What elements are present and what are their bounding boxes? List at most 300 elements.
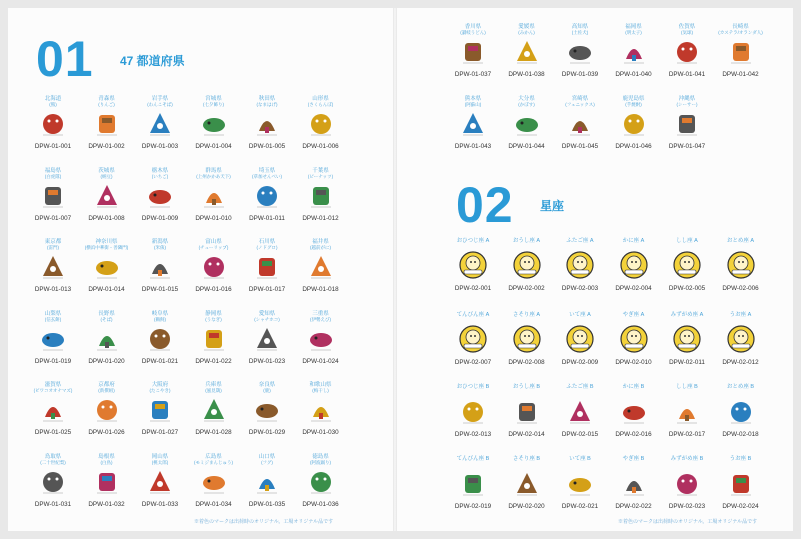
catalog-item: [607, 312, 661, 384]
item-code: DPW-01-041: [668, 71, 706, 78]
catalog-item: [607, 24, 661, 96]
catalog-item: [133, 96, 187, 168]
catalog-item: [553, 24, 607, 96]
peanut-icon: [307, 181, 335, 209]
catalog-item: [240, 382, 294, 454]
palm-icon: [566, 109, 594, 137]
item-code: DPW-02-022: [615, 503, 652, 510]
item-code: DPW-01-030: [302, 429, 339, 436]
item-reading: (そば): [100, 316, 113, 322]
catalog-item: [714, 238, 768, 310]
item-reading: (ピーナッツ): [307, 173, 334, 179]
item-code: DPW-02-003: [561, 285, 599, 292]
item-name: 東京都: [44, 239, 62, 245]
catalog-item: [446, 456, 500, 528]
item-reading: (二十世紀梨): [40, 459, 66, 465]
item-reading: (かぼす): [518, 102, 535, 107]
item-name: 高知県: [571, 24, 589, 30]
catalog-item: [133, 239, 187, 311]
deer-icon: [253, 395, 281, 423]
catalog-item: [294, 382, 348, 454]
catalog-item: [80, 96, 134, 168]
lion-icon: [673, 397, 701, 425]
aries-badge-icon: [459, 251, 487, 279]
item-code: DPW-01-020: [88, 357, 125, 365]
item-reading: (さくらんぼ): [307, 102, 334, 107]
item-name: 大分県: [518, 96, 535, 102]
catalog-item: [500, 96, 554, 168]
item-name: 沖縄県: [678, 96, 696, 102]
catalog-item: [714, 24, 768, 96]
item-reading: (土佐犬): [571, 30, 589, 35]
catalog-item: [240, 454, 294, 526]
capricorn-badge-icon: [620, 325, 648, 353]
item-code: DPW-02-021: [561, 503, 599, 510]
item-code: DPW-02-015: [561, 431, 599, 438]
catalog-item: [446, 238, 500, 310]
item-code: DPW-01-039: [561, 71, 599, 78]
item-name: 山形県: [312, 96, 329, 102]
item-reading: (米俵): [154, 245, 166, 250]
udon-icon: [459, 37, 487, 65]
cormorant-icon: [146, 324, 174, 352]
item-code: DPW-01-011: [249, 214, 285, 222]
lobster-icon: [307, 324, 335, 352]
item-code: DPW-02-019: [454, 503, 492, 510]
aquarius-badge-icon: [673, 325, 701, 353]
item-name: 埼玉県: [258, 167, 276, 174]
catalog-item: [294, 239, 348, 311]
samurai-icon: [39, 181, 67, 209]
item-name: 岡山県: [151, 453, 169, 460]
catalog-item: [187, 311, 241, 383]
catalog-item: [607, 238, 661, 310]
maiden-icon: [727, 397, 755, 425]
item-reading: (うなぎ): [205, 316, 222, 322]
section-title-prefectures: 47 都道府県: [120, 54, 185, 68]
section-number-02: 02: [456, 177, 514, 233]
catalog-item: [446, 96, 500, 168]
twins-icon: [566, 397, 594, 425]
cancer-badge-icon: [620, 251, 648, 279]
item-name: 徳島県: [312, 453, 329, 460]
item-code: DPW-01-037: [454, 71, 492, 78]
item-code: DPW-01-010: [195, 214, 232, 222]
item-code: DPW-01-022: [195, 357, 232, 365]
item-code: DPW-01-015: [141, 286, 179, 293]
catalog-item: [26, 454, 80, 526]
item-code: DPW-01-001: [34, 143, 72, 150]
catalog-item: [553, 456, 607, 528]
scales-icon: [459, 469, 487, 497]
item-name: うお座 A: [729, 312, 752, 318]
item-reading: (フェニックス): [565, 102, 595, 107]
item-name: 富山県: [205, 239, 222, 245]
shinsengumi-flag-icon: [93, 395, 121, 423]
item-code: DPW-01-027: [141, 429, 179, 436]
item-reading: (横浜中華街・善隣門): [84, 245, 129, 250]
kaminarimon-icon: [39, 252, 67, 280]
item-name: 山口県: [258, 453, 276, 460]
catalog-item: [187, 454, 241, 526]
crab-icon: [307, 252, 335, 280]
item-code: DPW-01-012: [302, 214, 339, 222]
item-code: DPW-02-006: [722, 285, 759, 292]
item-reading: (讃岐うどん): [460, 30, 486, 35]
item-reading: (七夕飾り): [203, 102, 224, 107]
item-name: 長野県: [98, 310, 115, 317]
awa-odori-icon: [307, 467, 335, 495]
item-name: 鳥取県: [44, 453, 62, 460]
item-reading: (新撰組): [98, 388, 115, 393]
senbei-icon: [253, 181, 281, 209]
item-reading: (熊): [49, 102, 57, 107]
catalog-item: [660, 384, 714, 456]
item-code: DPW-01-021: [141, 357, 179, 365]
item-reading: (たこやき): [149, 388, 171, 393]
item-name: みずがめ座 B: [670, 456, 704, 462]
item-name: 青森県: [98, 96, 115, 102]
item-code: DPW-01-013: [34, 286, 72, 293]
catalog-item: [26, 239, 80, 311]
catalog-item: [553, 238, 607, 310]
item-code: DPW-01-047: [668, 143, 706, 150]
item-name: さそり座 B: [512, 456, 541, 462]
item-reading: (明太子): [625, 30, 642, 35]
item-name: おとめ座 B: [726, 384, 755, 390]
catalog-item: [553, 96, 607, 168]
item-reading: (雷門): [47, 245, 59, 250]
taurus-badge-icon: [513, 251, 541, 279]
catalog-item: [240, 311, 294, 383]
catalog-item: [187, 96, 241, 168]
item-code: DPW-01-033: [141, 500, 179, 508]
item-name: 広島県: [205, 453, 222, 460]
item-code: DPW-01-019: [34, 357, 72, 365]
item-reading: (シャチホコ): [254, 316, 280, 322]
catalog-item: [660, 96, 714, 168]
maple-icon: [200, 467, 228, 495]
sagittarius-badge-icon: [566, 325, 594, 353]
item-code: DPW-01-018: [302, 286, 339, 293]
item-name: 愛媛県: [518, 24, 535, 30]
mikan-icon: [513, 37, 541, 65]
item-name: いて座 A: [569, 312, 591, 318]
item-reading: (シーサー): [676, 102, 698, 107]
item-name: おうし座 B: [512, 384, 541, 390]
namahage-icon: [253, 109, 281, 137]
catalog-item: [294, 311, 348, 383]
crab-icon: [620, 397, 648, 425]
item-reading: (上州かかあ天下): [196, 173, 231, 179]
item-name: おとめ座 A: [726, 238, 755, 244]
swan-icon: [93, 467, 121, 495]
item-code: DPW-02-024: [722, 503, 759, 510]
item-code: DPW-02-009: [561, 359, 599, 366]
catalog-item: [446, 312, 500, 384]
catalog-item: [500, 312, 554, 384]
item-reading: (ノドグロ): [256, 245, 278, 250]
item-name: 島根県: [98, 453, 115, 460]
item-reading: (りんご): [98, 102, 115, 107]
catalog-item: [553, 384, 607, 456]
pisces-badge-icon: [727, 325, 755, 353]
catalog-item: [80, 454, 134, 526]
item-reading: (モミジまんじゅう): [194, 459, 233, 465]
item-code: DPW-02-013: [454, 431, 492, 438]
item-code: DPW-01-026: [88, 429, 125, 436]
catalog-item: [80, 168, 134, 240]
item-reading: (阿蘇山): [464, 102, 482, 107]
item-name: 山梨県: [44, 310, 62, 317]
catalog-item: [240, 168, 294, 240]
item-reading: (納豆): [100, 173, 113, 179]
item-name: おひつじ座 B: [456, 384, 490, 390]
item-code: DPW-01-031: [34, 500, 72, 508]
item-code: DPW-01-004: [195, 143, 232, 150]
item-name: やぎ座 A: [622, 312, 645, 318]
footnote-left: ※着色のマークは出荷時のオリジナル。工場オリジナル品です: [194, 519, 334, 525]
item-code: DPW-01-024: [302, 357, 339, 365]
item-reading: (草加せんべい): [252, 173, 282, 179]
item-code: DPW-01-028: [195, 429, 232, 436]
item-code: DPW-02-007: [454, 359, 492, 366]
tanabata-icon: [200, 109, 228, 137]
item-code: DPW-02-002: [508, 285, 545, 292]
item-name: 北海道: [44, 96, 62, 102]
catalog-item: [714, 384, 768, 456]
fishes-icon: [727, 469, 755, 497]
goat-icon: [620, 469, 648, 497]
item-name: 大阪府: [151, 382, 169, 388]
item-code: DPW-01-005: [248, 143, 286, 150]
item-name: 福井県: [312, 239, 329, 245]
item-code: DPW-01-009: [141, 214, 179, 222]
catfish-icon: [39, 395, 67, 423]
momotaro-icon: [146, 467, 174, 495]
section-title-zodiac: 星座: [540, 199, 565, 213]
item-name: さそり座 A: [512, 312, 541, 318]
scorpio-badge-icon: [513, 325, 541, 353]
catalog-item: [133, 454, 187, 526]
item-reading: (チューリップ): [198, 245, 229, 250]
item-name: 福島県: [44, 167, 62, 174]
item-name: ふたご座 A: [566, 238, 594, 244]
item-reading: (いちご): [151, 173, 169, 179]
item-name: 愛知県: [258, 310, 276, 317]
item-name: 岩手県: [151, 96, 169, 102]
tosa-dog-icon: [566, 37, 594, 65]
libra-badge-icon: [459, 325, 487, 353]
item-name: 宮城県: [205, 96, 222, 102]
rice-box-icon: [146, 252, 174, 280]
item-name: 奈良県: [258, 382, 276, 388]
item-code: DPW-02-010: [615, 359, 652, 366]
catalog-item: [26, 168, 80, 240]
catalog-item: [446, 384, 500, 456]
leo-badge-icon: [673, 251, 701, 279]
catalog-item: [294, 96, 348, 168]
catalog-item: [187, 168, 241, 240]
item-reading: (気球): [681, 30, 693, 35]
catalog-item: [240, 96, 294, 168]
item-name: 長崎県: [732, 24, 749, 30]
catalog-item: [133, 311, 187, 383]
item-code: DPW-01-008: [88, 214, 125, 222]
item-code: DPW-02-004: [615, 285, 652, 292]
catalog-item: [660, 238, 714, 310]
item-name: 新潟県: [151, 239, 169, 245]
item-code: DPW-02-008: [508, 359, 545, 366]
gemini-badge-icon: [566, 251, 594, 279]
item-name: かに座 A: [622, 238, 645, 244]
item-reading: (みかん): [518, 30, 535, 35]
catalog-item: [240, 239, 294, 311]
item-code: DPW-01-007: [34, 214, 72, 222]
item-name: ふたご座 B: [566, 384, 594, 390]
kabosu-icon: [513, 109, 541, 137]
ram-icon: [459, 397, 487, 425]
water-bearer-icon: [673, 469, 701, 497]
item-reading: (カステラ/オランダ人): [718, 30, 763, 35]
item-code: DPW-02-011: [669, 359, 705, 366]
apple-icon: [93, 109, 121, 137]
item-code: DPW-02-023: [668, 503, 706, 510]
catalog-item: [500, 384, 554, 456]
item-code: DPW-01-038: [508, 71, 545, 78]
item-code: DPW-01-029: [248, 429, 286, 436]
bull-icon: [513, 397, 541, 425]
mentaiko-icon: [620, 37, 648, 65]
catalog-item: [80, 382, 134, 454]
item-code: DPW-01-046: [615, 143, 652, 150]
item-name: 佐賀県: [678, 24, 696, 30]
catalog-item: [187, 382, 241, 454]
shochu-bottle-icon: [620, 109, 648, 137]
strawberry-icon: [146, 181, 174, 209]
item-reading: (フグ): [261, 459, 273, 465]
item-name: しし座 B: [676, 384, 698, 390]
item-code: DPW-01-002: [88, 143, 125, 150]
catalog-item: [446, 24, 500, 96]
soba-eater-icon: [146, 109, 174, 137]
catalog-item: [294, 454, 348, 526]
item-name: 千葉県: [312, 167, 329, 174]
item-code: DPW-01-023: [248, 357, 286, 365]
catalog-item: [500, 238, 554, 310]
catalog-item: [660, 24, 714, 96]
section-number-01: 01: [36, 31, 94, 87]
item-code: DPW-01-042: [722, 71, 759, 78]
umeboshi-icon: [307, 395, 335, 423]
soba-tray-icon: [93, 324, 121, 352]
catalog-item: [607, 96, 661, 168]
item-code: DPW-01-040: [615, 71, 652, 78]
item-reading: (信玄餅): [44, 316, 62, 322]
item-name: みずがめ座 A: [670, 312, 704, 318]
catalog-item: [607, 384, 661, 456]
scorpion-icon: [513, 469, 541, 497]
item-name: 秋田県: [258, 96, 276, 102]
item-name: かに座 B: [622, 384, 645, 390]
item-code: DPW-01-045: [561, 143, 599, 150]
virgo-badge-icon: [727, 251, 755, 279]
item-name: しし座 A: [676, 238, 698, 244]
item-code: DPW-02-016: [615, 431, 652, 438]
item-code: DPW-01-014: [88, 286, 125, 293]
item-reading: (ビワコオオナマズ): [33, 388, 73, 393]
catalog-item: [26, 311, 80, 383]
item-code: DPW-01-016: [195, 286, 232, 293]
item-name: 香川県: [464, 24, 482, 30]
item-name: 三重県: [312, 310, 329, 317]
item-reading: (梅干し): [312, 388, 329, 393]
item-name: 福岡県: [625, 24, 642, 30]
natto-icon: [93, 181, 121, 209]
silk-worker-icon: [200, 181, 228, 209]
footnote-right: ※着色のマークは出荷時のオリジナル。工場オリジナル品です: [618, 519, 758, 525]
eel-icon: [200, 324, 228, 352]
item-name: てんびん座 A: [456, 312, 490, 318]
catalog-item: [500, 456, 554, 528]
weathervane-icon: [200, 395, 228, 423]
item-name: おひつじ座 A: [456, 238, 490, 244]
item-code: DPW-01-006: [302, 143, 339, 150]
shisa-icon: [673, 109, 701, 137]
item-code: DPW-01-017: [248, 286, 286, 293]
catalog-item: [133, 168, 187, 240]
item-code: DPW-01-043: [454, 143, 492, 150]
catalog-item: [26, 382, 80, 454]
shachihoko-icon: [253, 324, 281, 352]
dutchman-icon: [727, 37, 755, 65]
item-name: 茨城県: [98, 167, 115, 174]
item-code: DPW-01-044: [508, 143, 545, 150]
item-name: やぎ座 B: [622, 456, 645, 462]
item-code: DPW-02-001: [454, 285, 492, 292]
catalog-item: [26, 96, 80, 168]
item-name: 滋賀県: [44, 382, 62, 388]
balloon-icon: [673, 37, 701, 65]
item-code: DPW-02-005: [668, 285, 706, 292]
item-name: うお座 B: [729, 456, 752, 462]
item-reading: (白虎隊): [44, 173, 62, 179]
item-name: 静岡県: [205, 310, 222, 317]
item-code: DPW-01-032: [88, 500, 125, 508]
item-reading: (鵜飼): [154, 316, 166, 322]
item-reading: (わんこそば): [147, 102, 173, 107]
takoyaki-icon: [146, 395, 174, 423]
item-name: おうし座 A: [512, 238, 541, 244]
catalog-item: [714, 312, 768, 384]
item-code: DPW-01-035: [248, 500, 286, 508]
item-reading: (阿波踊り): [310, 459, 331, 465]
item-code: DPW-01-003: [141, 143, 179, 150]
item-code: DPW-02-020: [508, 503, 545, 510]
item-code: DPW-02-017: [668, 431, 706, 438]
item-reading: (風見鶏): [205, 388, 222, 393]
item-reading: (白鳥): [100, 459, 113, 465]
bear-icon: [39, 109, 67, 137]
item-name: 岐阜県: [151, 310, 169, 317]
catalog-item: [660, 312, 714, 384]
catalog-item: [553, 312, 607, 384]
fish-icon: [253, 252, 281, 280]
catalog-item: [187, 239, 241, 311]
item-code: DPW-02-018: [722, 431, 759, 438]
bow-arrow-icon: [566, 469, 594, 497]
banner-icon: [39, 324, 67, 352]
